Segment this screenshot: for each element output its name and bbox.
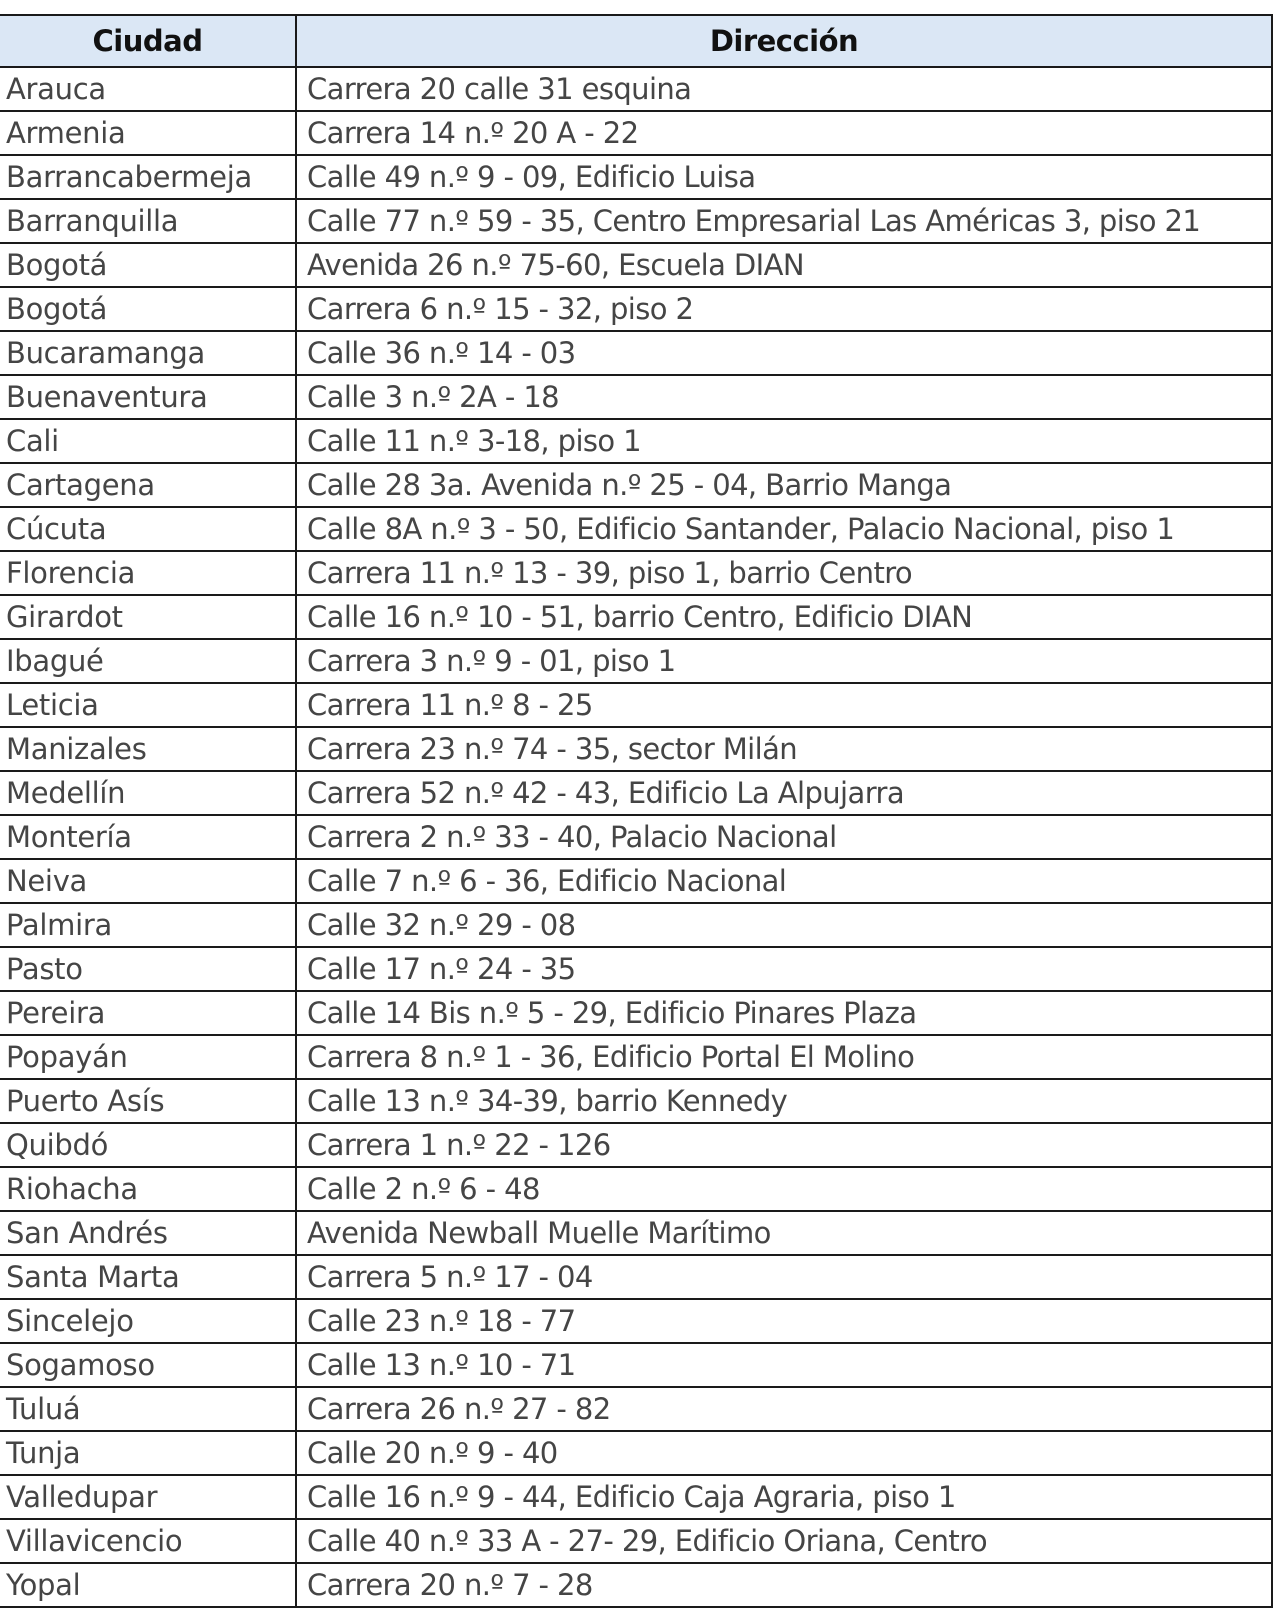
city-cell: Barrancabermeja: [0, 155, 296, 199]
column-header-city: Ciudad: [0, 15, 296, 67]
address-cell: Calle 20 n.º 9 - 40: [296, 1431, 1272, 1475]
address-cell: Calle 2 n.º 6 - 48: [296, 1167, 1272, 1211]
city-cell: Cartagena: [0, 463, 296, 507]
table-row: [0, 67, 1272, 111]
address-cell: Calle 13 n.º 34-39, barrio Kennedy: [296, 1079, 1272, 1123]
address-cell: Carrera 20 calle 31 esquina: [296, 67, 1272, 111]
city-cell: Buenaventura: [0, 375, 296, 419]
city-cell: Cúcuta: [0, 507, 296, 551]
table-row: [0, 331, 1272, 375]
table-row: [0, 287, 1272, 331]
table-row: [0, 1563, 1272, 1607]
address-cell: Calle 77 n.º 59 - 35, Centro Empresarial Las Américas 3, piso 21: [296, 199, 1272, 243]
address-cell: Calle 40 n.º 33 A - 27- 29, Edificio Oriana, Centro: [296, 1519, 1272, 1563]
table-row: [0, 375, 1272, 419]
table-row: [0, 639, 1272, 683]
table-row: [0, 1035, 1272, 1079]
city-cell: Sincelejo: [0, 1299, 296, 1343]
address-cell: Carrera 5 n.º 17 - 04: [296, 1255, 1272, 1299]
city-cell: Pasto: [0, 947, 296, 991]
city-cell: Ibagué: [0, 639, 296, 683]
table-row: [0, 859, 1272, 903]
header-row: [0, 15, 1272, 67]
address-cell: Calle 3 n.º 2A - 18: [296, 375, 1272, 419]
table-row: [0, 1475, 1272, 1519]
address-cell: Carrera 23 n.º 74 - 35, sector Milán: [296, 727, 1272, 771]
city-cell: Quibdó: [0, 1123, 296, 1167]
table-row: [0, 1343, 1272, 1387]
city-cell: San Andrés: [0, 1211, 296, 1255]
address-cell: Calle 49 n.º 9 - 09, Edificio Luisa: [296, 155, 1272, 199]
city-cell: Popayán: [0, 1035, 296, 1079]
table-row: [0, 683, 1272, 727]
address-cell: Carrera 8 n.º 1 - 36, Edificio Portal El Molino: [296, 1035, 1272, 1079]
address-cell: Calle 13 n.º 10 - 71: [296, 1343, 1272, 1387]
city-cell: Florencia: [0, 551, 296, 595]
city-cell: Villavicencio: [0, 1519, 296, 1563]
address-cell: Carrera 2 n.º 33 - 40, Palacio Nacional: [296, 815, 1272, 859]
address-cell: Calle 11 n.º 3-18, piso 1: [296, 419, 1272, 463]
address-cell: Carrera 11 n.º 8 - 25: [296, 683, 1272, 727]
city-cell: Bogotá: [0, 287, 296, 331]
address-cell: Calle 32 n.º 29 - 08: [296, 903, 1272, 947]
address-cell: Carrera 52 n.º 42 - 43, Edificio La Alpujarra: [296, 771, 1272, 815]
table-row: [0, 1167, 1272, 1211]
address-cell: Calle 8A n.º 3 - 50, Edificio Santander, Palacio Nacional, piso 1: [296, 507, 1272, 551]
address-cell: Avenida Newball Muelle Marítimo: [296, 1211, 1272, 1255]
city-cell: Yopal: [0, 1563, 296, 1607]
table-row: [0, 1387, 1272, 1431]
address-cell: Carrera 3 n.º 9 - 01, piso 1: [296, 639, 1272, 683]
city-cell: Leticia: [0, 683, 296, 727]
city-cell: Girardot: [0, 595, 296, 639]
table-row: [0, 199, 1272, 243]
table-header: [0, 15, 1272, 67]
address-cell: Avenida 26 n.º 75-60, Escuela DIAN: [296, 243, 1272, 287]
table-row: [0, 1211, 1272, 1255]
city-cell: Neiva: [0, 859, 296, 903]
address-cell: Calle 28 3a. Avenida n.º 25 - 04, Barrio Manga: [296, 463, 1272, 507]
address-cell: Calle 14 Bis n.º 5 - 29, Edificio Pinares Plaza: [296, 991, 1272, 1035]
city-cell: Armenia: [0, 111, 296, 155]
city-cell: Barranquilla: [0, 199, 296, 243]
table-row: [0, 1299, 1272, 1343]
address-cell: Calle 17 n.º 24 - 35: [296, 947, 1272, 991]
address-cell: Carrera 11 n.º 13 - 39, piso 1, barrio Centro: [296, 551, 1272, 595]
city-cell: Montería: [0, 815, 296, 859]
city-cell: Bucaramanga: [0, 331, 296, 375]
city-cell: Medellín: [0, 771, 296, 815]
city-cell: Sogamoso: [0, 1343, 296, 1387]
city-cell: Cali: [0, 419, 296, 463]
city-cell: Riohacha: [0, 1167, 296, 1211]
city-cell: Arauca: [0, 67, 296, 111]
address-cell: Calle 16 n.º 9 - 44, Edificio Caja Agraria, piso 1: [296, 1475, 1272, 1519]
table-row: [0, 551, 1272, 595]
table-row: [0, 595, 1272, 639]
address-cell: Carrera 20 n.º 7 - 28: [296, 1563, 1272, 1607]
city-cell: Bogotá: [0, 243, 296, 287]
address-cell: Carrera 14 n.º 20 A - 22: [296, 111, 1272, 155]
city-cell: Valledupar: [0, 1475, 296, 1519]
city-cell: Tunja: [0, 1431, 296, 1475]
address-cell: Carrera 26 n.º 27 - 82: [296, 1387, 1272, 1431]
table-row: [0, 419, 1272, 463]
city-cell: Pereira: [0, 991, 296, 1035]
table-row: [0, 1255, 1272, 1299]
address-cell: Carrera 6 n.º 15 - 32, piso 2: [296, 287, 1272, 331]
table-row: [0, 815, 1272, 859]
table-row: [0, 903, 1272, 947]
address-cell: Calle 7 n.º 6 - 36, Edificio Nacional: [296, 859, 1272, 903]
table-row: [0, 1123, 1272, 1167]
address-cell: Calle 16 n.º 10 - 51, barrio Centro, Edificio DIAN: [296, 595, 1272, 639]
table-row: [0, 1079, 1272, 1123]
table-row: [0, 947, 1272, 991]
column-header-address: Dirección: [296, 15, 1272, 67]
table-row: [0, 463, 1272, 507]
table-row: [0, 111, 1272, 155]
address-cell: Carrera 1 n.º 22 - 126: [296, 1123, 1272, 1167]
address-cell: Calle 36 n.º 14 - 03: [296, 331, 1272, 375]
table-row: [0, 991, 1272, 1035]
city-cell: Palmira: [0, 903, 296, 947]
table-row: [0, 771, 1272, 815]
table-row: [0, 1519, 1272, 1563]
city-cell: Santa Marta: [0, 1255, 296, 1299]
city-cell: Manizales: [0, 727, 296, 771]
table-row: [0, 155, 1272, 199]
city-cell: Puerto Asís: [0, 1079, 296, 1123]
table-row: [0, 507, 1272, 551]
table-row: [0, 1431, 1272, 1475]
address-table: [0, 14, 1273, 1608]
table-body: [0, 67, 1272, 1607]
city-cell: Tuluá: [0, 1387, 296, 1431]
table-row: [0, 243, 1272, 287]
address-table-container: [0, 14, 1272, 1608]
table-row: [0, 727, 1272, 771]
address-cell: Calle 23 n.º 18 - 77: [296, 1299, 1272, 1343]
